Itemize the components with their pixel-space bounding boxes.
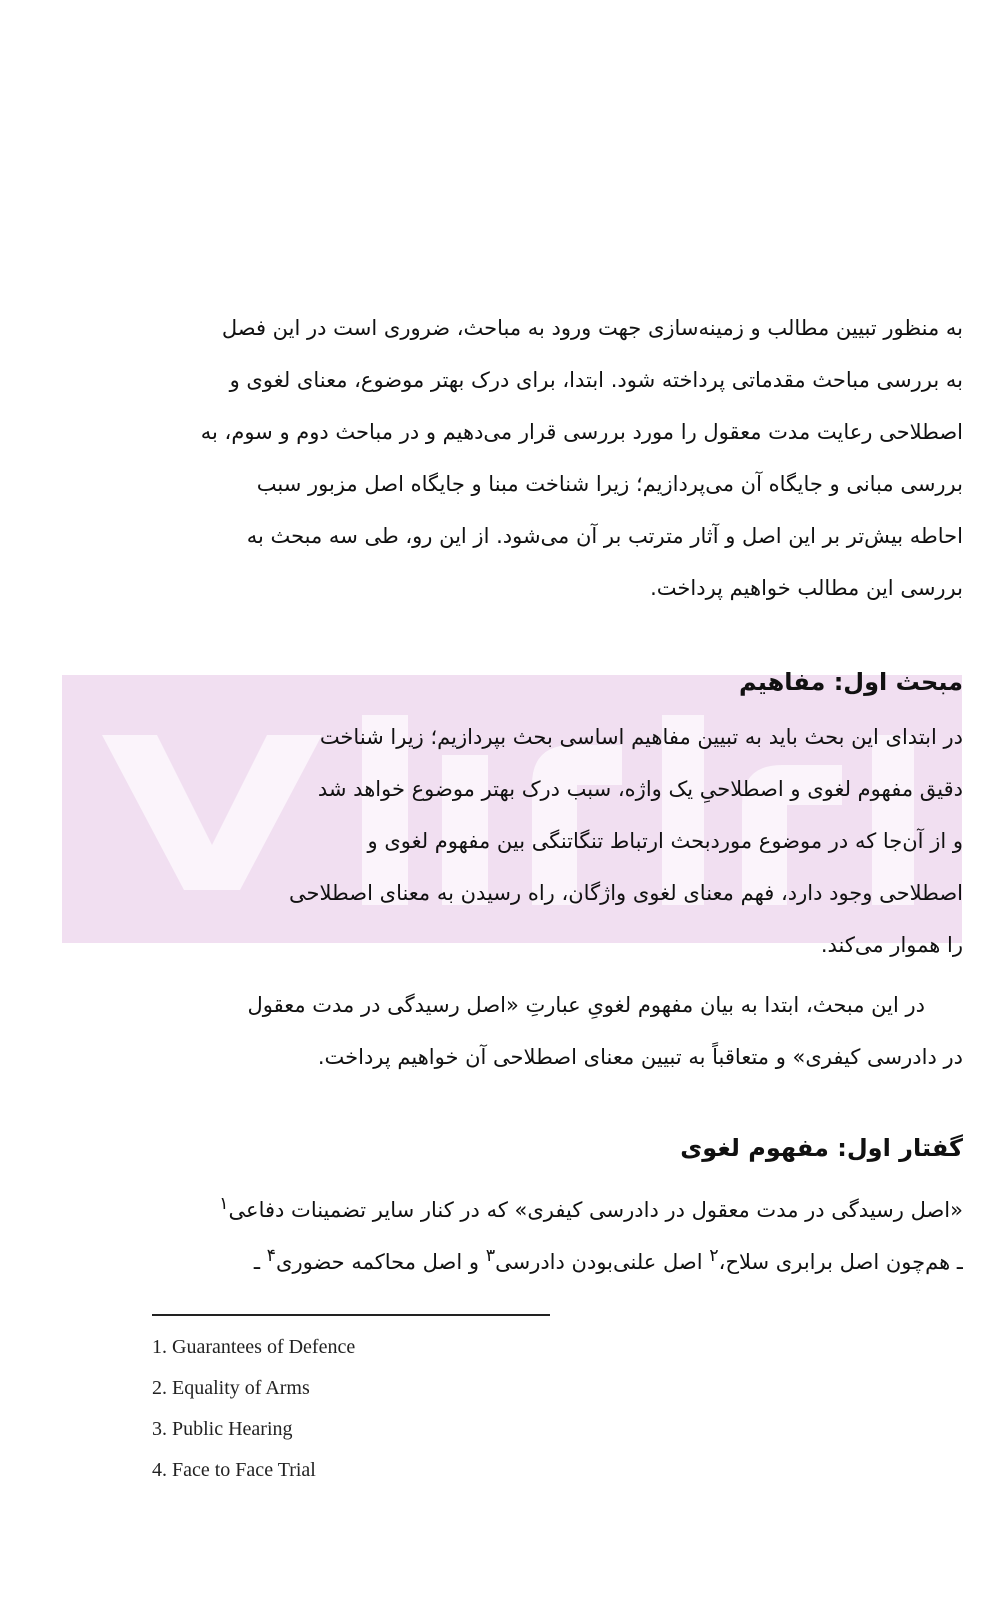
text-line: دقیق مفهوم لغوی و اصطلاحیِ یک واژه، سبب درک بهتر موضوع خواهد شد	[317, 777, 963, 801]
footnote-ref: ۲	[709, 1246, 719, 1266]
line-text: و اصل محاکمه حضوری	[276, 1250, 486, 1274]
footnote: 3. Public Hearing	[152, 1418, 293, 1440]
text-line: در ابتدای این بحث باید به تبیین مفاهیم اساسی بحث بپردازیم؛ زیرا شناخت	[319, 725, 963, 749]
footnotes	[152, 1333, 652, 1497]
text-line: در این مبحث، ابتدا به بیان مفهوم لغویِ عبارتِ «اصل رسیدگی در مدت معقول	[247, 993, 925, 1017]
section-heading: مبحث اول: مفاهیم	[738, 668, 963, 696]
footnote-ref: ۱	[219, 1194, 229, 1214]
footnote: 4. Face to Face Trial	[152, 1459, 316, 1481]
subsection-paragraph	[153, 1178, 963, 1282]
subsection-heading: گفتار اول: مفهوم لغوی	[680, 1134, 963, 1162]
text-line	[153, 1230, 963, 1282]
footnote-ref: ۴	[266, 1246, 277, 1266]
text-line: اصطلاحی وجود دارد، فهم معنای لغوی واژگان، راه رسیدن به معنای اصطلاحی	[289, 881, 963, 905]
line-text: ـ	[253, 1250, 267, 1274]
line-text: ـ هم‌چون اصل برابری سلاح،	[718, 1250, 963, 1274]
text-line: اصطلاحی رعایت مدت معقول را مورد بررسی قرار می‌دهیم و در مباحث دوم و سوم، به	[200, 420, 963, 444]
footnote-divider	[152, 1314, 550, 1316]
section-paragraph	[153, 979, 963, 1083]
footnote-ref: ۳	[485, 1246, 496, 1266]
text-line: در دادرسی کیفری» و متعاقباً به تبیین معنای اصطلاحی آن خواهیم پرداخت.	[317, 1045, 963, 1069]
text-line	[153, 1178, 963, 1230]
text-line: و از آن‌جا که در موضوع موردبحث ارتباط تنگاتنگی بین مفهوم لغوی و	[367, 829, 963, 853]
section-paragraph	[153, 711, 963, 971]
text-line: احاطه بیش‌تر بر این اصل و آثار مترتب بر آن می‌شود. از این رو، طی سه مبحث به	[246, 524, 963, 548]
text-line: بررسی این مطالب خواهیم پرداخت.	[650, 576, 963, 600]
intro-paragraph	[153, 302, 963, 614]
line-text: «اصل رسیدگی در مدت معقول در دادرسی کیفری» که در کنار سایر تضمینات دفاعی	[228, 1198, 963, 1222]
text-line: به بررسی مباحث مقدماتی پرداخته شود. ابتدا، برای درک بهتر موضوع، معنای لغوی و	[229, 368, 963, 392]
text-line: بررسی مبانی و جایگاه آن می‌پردازیم؛ زیرا شناخت مبنا و جایگاه اصل مزبور سبب	[256, 472, 963, 496]
footnote: 1. Guarantees of Defence	[152, 1336, 356, 1358]
line-text: اصل علنی‌بودن دادرسی	[495, 1250, 710, 1274]
footnote: 2. Equality of Arms	[152, 1377, 310, 1399]
text-line: به منظور تبیین مطالب و زمینه‌سازی جهت ورود به مباحث، ضروری است در این فصل	[221, 316, 963, 340]
text-line: را هموار می‌کند.	[820, 933, 963, 957]
